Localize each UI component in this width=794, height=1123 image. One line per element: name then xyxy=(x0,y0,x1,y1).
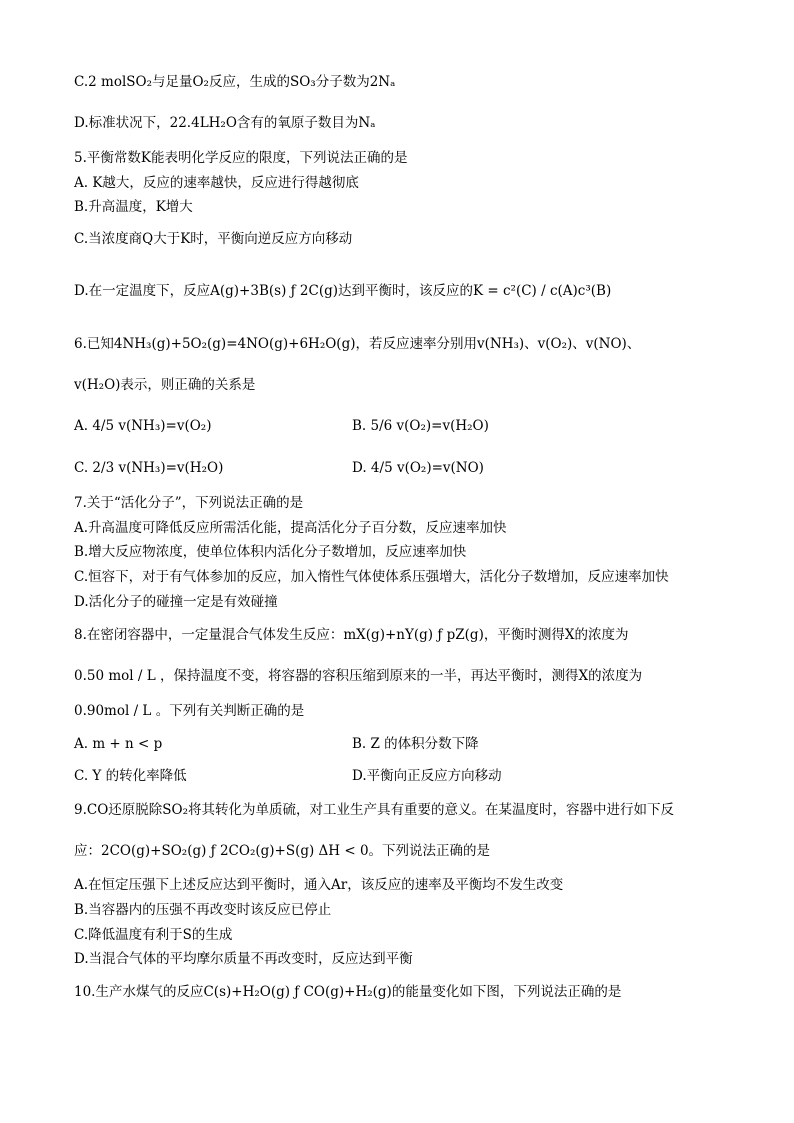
question-7-option-b: B.增大反应物浓度，使单位体积内活化分子数增加，反应速率加快 xyxy=(74,544,467,560)
question-5-option-b: B.升高温度，K增大 xyxy=(74,199,193,215)
question-6-option-d: D. 4/5 v(O₂)=v(NO) xyxy=(352,460,484,476)
question-9-stem-cont: 应：2CO(g)+SO₂(g) ƒ 2CO₂(g)+S(g) ΔH < 0。下列说法正确的是 xyxy=(74,843,491,859)
question-10-stem: 10.生产水煤气的反应C(s)+H₂O(g) ƒ CO(g)+H₂(g)的能量变化如下图，下列说法正确的是 xyxy=(74,984,622,1000)
option-4d: D.标准状况下，22.4LH₂O含有的氧原子数目为Nₐ xyxy=(74,115,376,131)
question-5-option-d: D.在一定温度下，反应A(g)+3B(s) ƒ 2C(g)达到平衡时，该反应的K = c²(C) / c(A)c³(B) xyxy=(74,283,612,299)
question-6-stem: 6.已知4NH₃(g)+5O₂(g)=4NO(g)+6H₂O(g)，若反应速率分别用v(NH₃)、v(O₂)、v(NO)、 xyxy=(74,336,641,352)
question-5-option-a: A. K越大，反应的速率越快，反应进行得越彻底 xyxy=(74,175,359,191)
question-8-option-b: B. Z 的体积分数下降 xyxy=(352,736,479,752)
question-9-option-c: C.降低温度有利于S的生成 xyxy=(74,927,233,943)
question-7-option-c: C.恒容下，对于有气体参加的反应，加入惰性气体使体系压强增大，活化分子数增加，反应速率加快 xyxy=(74,569,669,585)
option-4c: C.2 molSO₂与足量O₂反应，生成的SO₃分子数为2Nₐ xyxy=(74,74,396,90)
question-7-option-a: A.升高温度可降低反应所需活化能，提高活化分子百分数，反应速率加快 xyxy=(74,520,507,536)
question-6-option-c: C. 2/3 v(NH₃)=v(H₂O) xyxy=(74,460,224,476)
question-7-option-d: D.活化分子的碰撞一定是有效碰撞 xyxy=(74,594,278,610)
question-9-option-b: B.当容器内的压强不再改变时该反应已停止 xyxy=(74,902,332,918)
question-6-option-b: B. 5/6 v(O₂)=v(H₂O) xyxy=(352,418,489,434)
question-6-stem-cont: v(H₂O)表示，则正确的关系是 xyxy=(74,377,256,393)
question-8-option-a: A. m + n < p xyxy=(74,736,163,752)
question-8-option-d: D.平衡向正反应方向移动 xyxy=(352,768,502,784)
question-7-stem: 7.关于“活化分子”，下列说法正确的是 xyxy=(74,495,304,511)
question-6-option-a: A. 4/5 v(NH₃)=v(O₂) xyxy=(74,418,212,434)
question-8-stem: 8.在密闭容器中，一定量混合气体发生反应：mX(g)+nY(g) ƒ pZ(g)，平衡时测得X的浓度为 xyxy=(74,627,629,643)
question-9-option-a: A.在恒定压强下上述反应达到平衡时，通入Ar，该反应的速率及平衡均不发生改变 xyxy=(74,877,564,893)
question-8-option-c: C. Y 的转化率降低 xyxy=(74,768,187,784)
question-9-stem: 9.CO还原脱除SO₂将其转化为单质硫，对工业生产具有重要的意义。在某温度时，容器中进行如下反 xyxy=(74,802,675,818)
question-8-stem-cont-2: 0.90mol / L 。下列有关判断正确的是 xyxy=(74,703,305,719)
question-8-stem-cont: 0.50 mol / L ，保持温度不变，将容器的容积压缩到原来的一半，再达平衡时，测得X的浓度为 xyxy=(74,668,643,684)
question-9-option-d: D.当混合气体的平均摩尔质量不再改变时，反应达到平衡 xyxy=(74,951,413,967)
question-5-stem: 5.平衡常数K能表明化学反应的限度，下列说法正确的是 xyxy=(74,150,408,166)
question-5-option-c: C.当浓度商Q大于K时，平衡向逆反应方向移动 xyxy=(74,231,353,247)
